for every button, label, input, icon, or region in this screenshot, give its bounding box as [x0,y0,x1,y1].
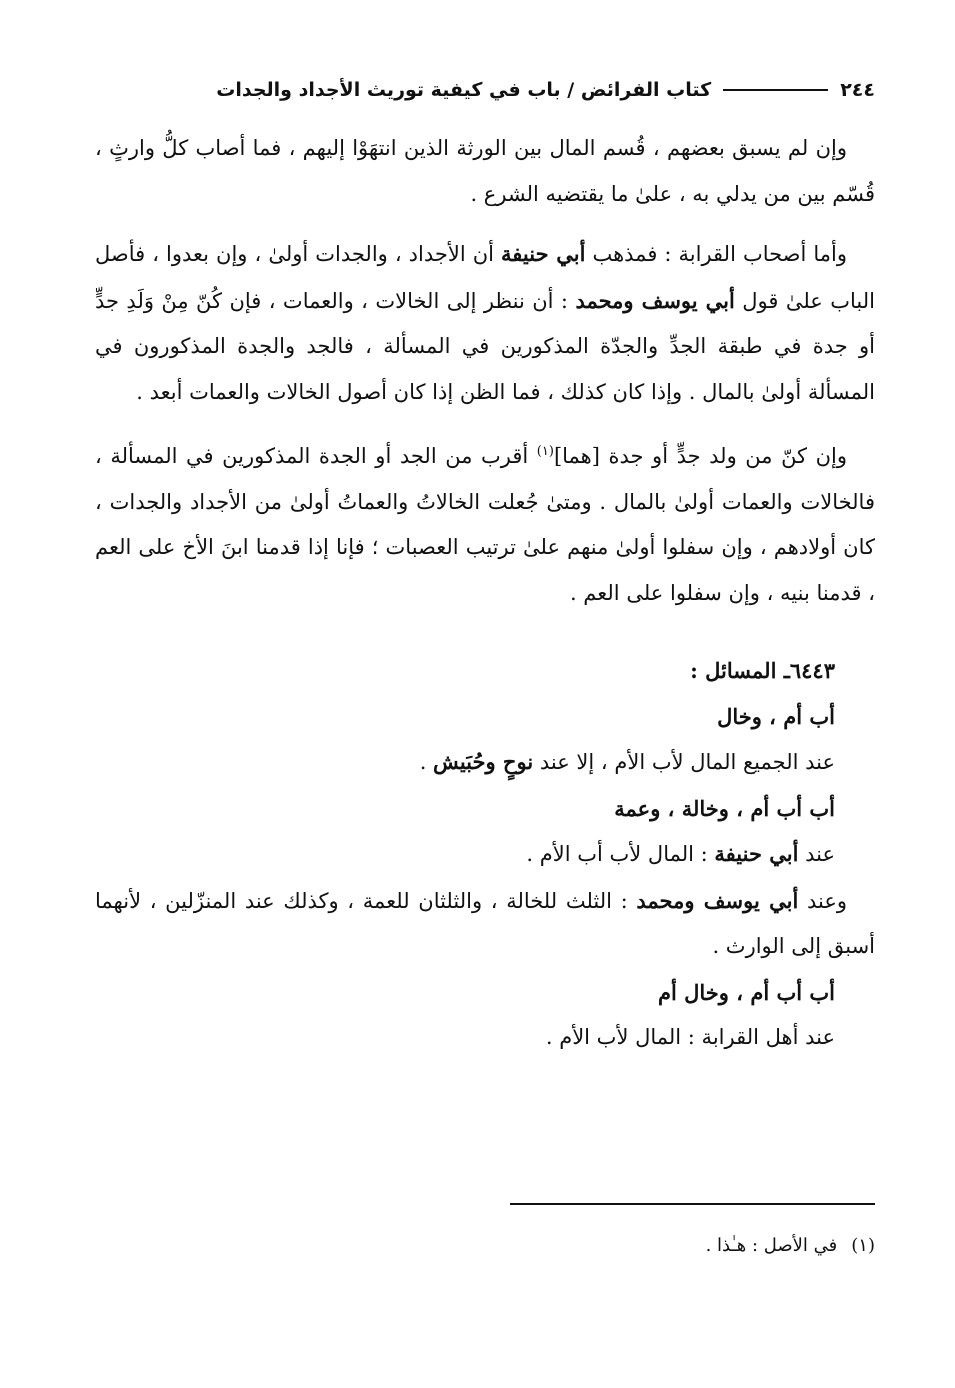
header-title: كتاب الفرائض / باب في كيفية توريث الأجداد والجدات [216,79,712,101]
scholar-name: أبي حنيفة [714,841,799,866]
scholar-name: نوحٍ وحُبَيش [433,749,534,774]
ruling-text: عند [798,842,835,866]
footnote [95,1232,875,1260]
footnote-reference[interactable]: (١) [536,444,554,459]
paragraph-text: وإن لم يسبق بعضهم ، قُسم المال بين الورثة الذين انتهَوْا إليهم ، فما أصاب كلُّ وارثٍ ، قُسّم بين من يدلي به ، علىٰ ما يقتضيه الشرع . [95,136,875,206]
masail-heading: ٦٤٤٣ـ المسائل : [690,658,835,683]
paragraph-text: أن الأجداد ، والجدات أولىٰ ، وإن بعدوا ، فأصل الباب علىٰ قول [95,242,875,313]
ruling-text: : المال لأب أب الأم . [526,842,715,866]
header-rule [723,89,828,91]
ruling-text: : الثلث للخالة ، والثلثان للعمة ، وكذلك عند المنزّلين ، لأنهما أسبق إلى الوارث . [95,888,875,958]
ruling-text: عند الجميع المال لأب الأم ، إلا عند [533,750,835,774]
paragraph-text: وأما أصحاب القرابة : فمذهب [585,242,848,266]
paragraph-3 [95,429,875,616]
ruling-text: . [419,750,434,774]
ruling-text: وعند [798,888,847,913]
case-ruling: عند أهل القرابة : المال لأب الأم . [545,1025,835,1049]
page-body [95,126,875,1061]
paragraph-text: أقرب من الجد أو الجدة المذكورين في المسألة ، فالخالات والعمات أولىٰ بالمال . ومتىٰ جُعلت الخالاتُ والعماتُ أولىٰ من الأجداد والجدات ، كان أولادهم ، وإن سفلوا أولىٰ منهم علىٰ ترتيب العصبات ؛ فإنا إذا قدمنا ابنَ الأخ على العم ، قدمنا بنيه ، وإن سفلوا على العم . [95,444,875,605]
page-number: ٢٤٤ [840,79,875,101]
footnote-number: (١) [851,1235,875,1256]
case-title: أب أب أم ، وخال أم [658,979,835,1005]
case-ruling [95,831,875,878]
case-title: أب أب أم ، وخالة ، وعمة [614,795,835,821]
case-ruling [95,878,875,970]
scholar-name: أبي يوسف ومحمد [575,287,735,313]
footnote-divider [510,1203,875,1205]
scholar-name: أبي يوسف ومحمد [636,887,799,913]
footnote-text: في الأصل : هـٰذا . [705,1235,838,1256]
running-header [95,72,875,108]
paragraph-text: وإن كنّ من ولد جدٍّ أو جدة [هما] [553,444,848,468]
paragraph-2 [95,231,875,415]
paragraph-1 [95,126,875,217]
case-ruling [95,739,875,786]
scholar-name: أبي حنيفة [501,241,586,266]
paragraph-text: : أن ننظر إلى الخالات ، والعمات ، فإن كُنّ مِنْ وَلَدِ جدٍّ أو جدة في طبقة الجدِّ والجدّة المذكورين في المسألة ، فالجد والجدة المذكورون في المسألة أولىٰ بالمال . وإذا كان كذلك ، فما الظن إذا كان أصول الخالات والعمات أبعد . [95,288,875,404]
case-title: أب أم ، وخال [717,703,835,729]
